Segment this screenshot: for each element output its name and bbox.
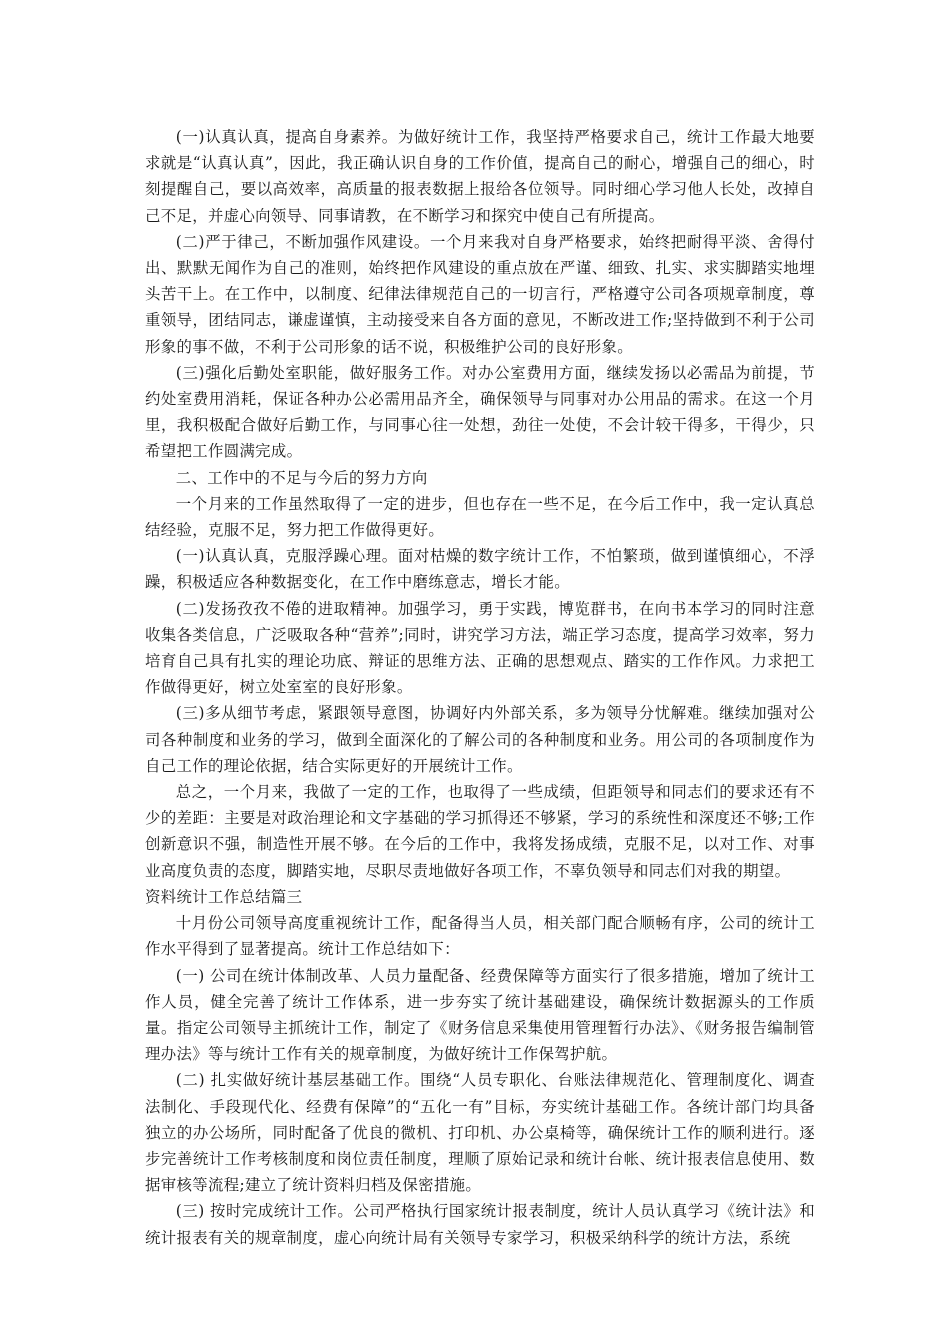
- paragraph: 十月份公司领导高度重视统计工作，配备得当人员，相关部门配合顺畅有序，公司的统计工作水平得到了显著提高。统计工作总结如下：: [145, 914, 815, 959]
- section-heading: 二、工作中的不足与今后的努力方向: [175, 468, 428, 487]
- paragraph: (三)多从细节考虑，紧跟领导意图，协调好内外部关系，多为领导分忧解难。继续加强对公司各种制度和业务的学习，做到全面深化的了解公司的各种制度和业务。用公司的各项制度作为自己工作的理论依据，结合实际更好的开展统计工作。: [145, 704, 815, 775]
- paragraph: (三)强化后勤处室职能，做好服务工作。对办公室费用方面，继续发扬以必需品为前提，节约处室费用消耗，保证各种办公必需用品齐全，确保领导与同事对办公用品的需求。在这一个月里，我积极配合做好后勤工作，与同事心往一处想，劲往一处使，不会计较干得多，干得少，只希望把工作圆满完成。: [145, 363, 815, 461]
- paragraph: (二)发扬孜孜不倦的进取精神。加强学习，勇于实践，博览群书，在向书本学习的同时注意收集各类信息，广泛吸取各种“营养”;同时，讲究学习方法，端正学习态度，提高学习效率，努力培育自己具有扎实的理论功底、辩证的思维方法、正确的思想观点、踏实的工作作风。力求把工作做得更好，树立处室室的良好形象。: [145, 599, 815, 697]
- paragraph: (一)认真认真，克服浮躁心理。面对枯燥的数字统计工作，不怕繁琐，做到谨慎细心，不浮躁，积极适应各种数据变化，在工作中磨练意志，增长才能。: [145, 547, 815, 592]
- paragraph: (二)严于律己，不断加强作风建设。一个月来我对自身严格要求，始终把耐得平淡、舍得付出、默默无闻作为自己的准则，始终把作风建设的重点放在严谨、细致、扎实、求实脚踏实地埋头苦干上。在工作中，以制度、纪律法律规范自己的一切言行，严格遵守公司各项规章制度，尊重领导，团结同志，谦虚谨慎，主动接受来自各方面的意见，不断改进工作;坚持做到不利于公司形象的事不做，不利于公司形象的话不说，积极维护公司的良好形象。: [145, 232, 815, 356]
- paragraph: (一)认真认真，提高自身素养。为做好统计工作，我坚持严格要求自己，统计工作最大地要求就是“认真认真”，因此，我正确认识自身的工作价值，提高自己的耐心，增强自己的细心，时刻提醒自己，要以高效率，高质量的报表数据上报给各位领导。同时细心学习他人长处，改掉自己不足，并虚心向领导、同事请教，在不断学习和探究中使自己有所提高。: [145, 128, 815, 225]
- paragraph: 一个月来的工作虽然取得了一定的进步，但也存在一些不足，在今后工作中，我一定认真总结经验，克服不足，努力把工作做得更好。: [145, 494, 815, 540]
- paragraph: 总之，一个月来，我做了一定的工作，也取得了一些成绩，但距领导和同志们的要求还有不少的差距：主要是对政治理论和文字基础的学习抓得还不够紧，学习的系统性和深度还不够;工作创新意识不强，制造性开展不够。在今后的工作中，我将发扬成绩，克服不足，以对工作、对事业高度负责的态度，脚踏实地，尽职尽责地做好各项工作，不辜负领导和同志们对我的期望。: [145, 783, 815, 880]
- document-body: [145, 124, 815, 1251]
- document-title: 资料统计工作总结篇三: [145, 887, 303, 906]
- paragraph: (二) 扎实做好统计基层基础工作。围绕“人员专职化、台账法律规范化、管理制度化、调查法制化、手段现代化、经费有保障”的“五化一有”目标，夯实统计基础工作。各统计部门均具备独立的办公场所，同时配备了优良的微机、打印机、办公桌椅等，确保统计工作的顺利进行。逐步完善统计工作考核制度和岗位责任制度，理顺了原始记录和统计台帐、统计报表信息使用、数据审核等流程;建立了统计资料归档及保密措施。: [145, 1071, 815, 1195]
- paragraph: (三) 按时完成统计工作。公司严格执行国家统计报表制度，统计人员认真学习《统计法》和统计报表有关的规章制度，虚心向统计局有关领导专家学习，积极采纳科学的统计方法，系统: [145, 1202, 815, 1247]
- paragraph: (一) 公司在统计体制改革、人员力量配备、经费保障等方面实行了很多措施，增加了统计工作人员，健全完善了统计工作体系，进一步夯实了统计基础建设，确保统计数据源头的工作质量。指定公司领导主抓统计工作，制定了《财务信息采集使用管理暂行办法》、《财务报告编制管理办法》等与统计工作有关的规章制度，为做好统计工作保驾护航。: [145, 966, 815, 1064]
